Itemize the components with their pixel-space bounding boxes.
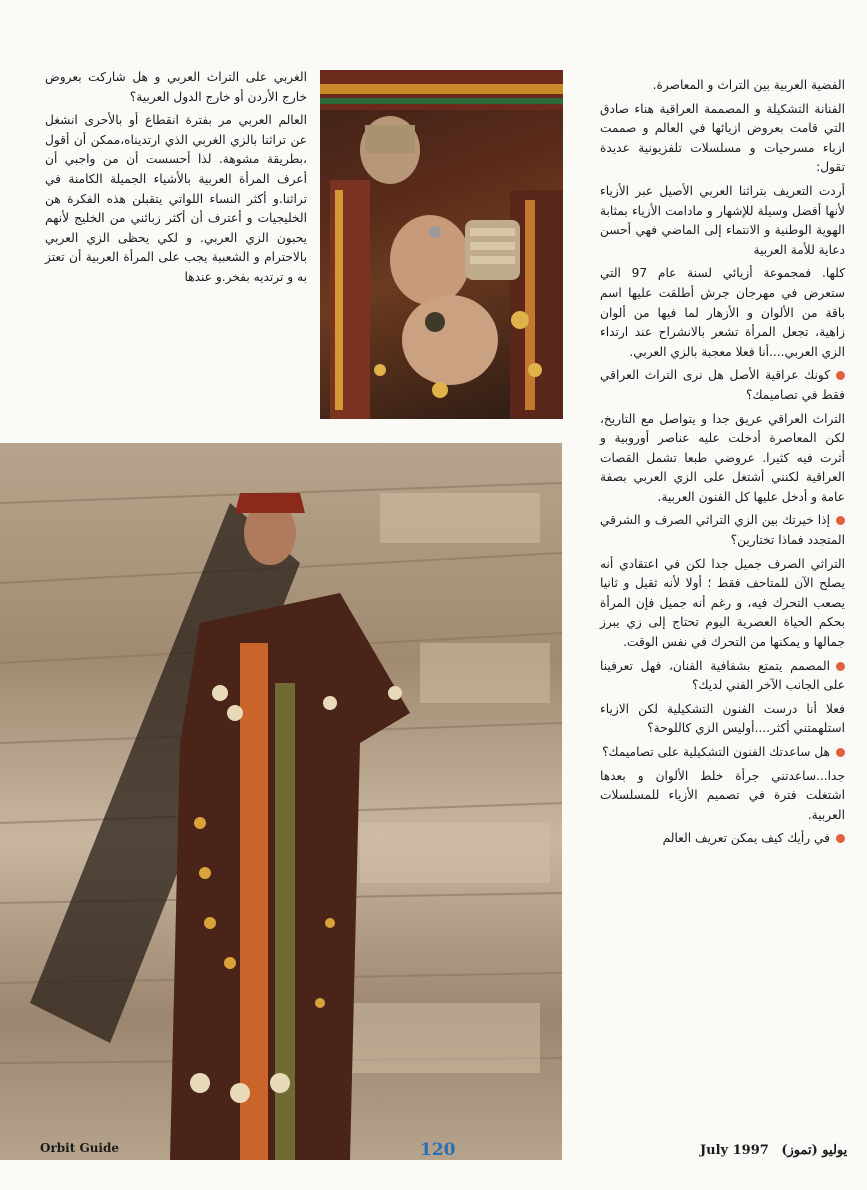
footer-date-en: July 1997 xyxy=(700,1143,769,1158)
paragraph-text: أردت التعريف بتراثنا العربي الأصيل عبر الأزياء لأنها أفضل وسيلة للإشهار و مادامت الأزياء بمثابة الهوية الوطنية و الانتماء إلى الماضي فهي أحسن دعاية للأمة العربية xyxy=(600,183,845,257)
question-paragraph xyxy=(600,511,845,550)
text-paragraph xyxy=(600,76,845,96)
footer-date-ar: يوليو (تموز) xyxy=(781,1143,848,1158)
text-paragraph xyxy=(600,410,845,508)
bullet-icon xyxy=(836,834,845,843)
text-paragraph xyxy=(600,700,845,739)
text-paragraph xyxy=(600,100,845,178)
question-paragraph xyxy=(600,657,845,696)
paragraph-text: الفنانة التشكيلة و المصممة العراقية هناء صادق التي قامت بعروض ازيائها في العالم و صممت ازياء مسرحيات و مسلسلات تلفزيونية عديدة تقول: xyxy=(600,101,845,175)
paragraph-text: التراثي الصرف جميل جدا لكن في اعتقادي أنه يصلح الآن للمتاحف فقط ؛ أولا لأنه ثقيل و ثانيا يصعب التحرك فيه، و رغم أنه جميل فإن المرأة بحكم الحياة العصرية اليوم تحتاج إلى زي يبرز جمالها و يمكنها من التحرك في نفس الوقت. xyxy=(600,556,845,650)
text-paragraph xyxy=(45,68,307,107)
bullet-icon xyxy=(836,371,845,380)
photo-hands-bracelets xyxy=(320,70,563,419)
question-paragraph xyxy=(600,829,845,849)
paragraph-text: جدا...ساعدتني جرأة خلط الألوان و بعدها اشتغلت فترة في تصميم الأزياء للمسلسلات العربية. xyxy=(600,768,845,822)
paragraph-text: الغربي على التراث العربي و هل شاركت بعروض خارج الأردن أو خارج الدول العربية؟ xyxy=(45,70,307,104)
paragraph-text: كونك عراقية الأصل هل نرى التراث العراقي فقط في تصاميمك؟ xyxy=(600,368,845,402)
paragraph-text: المصمم يتمتع بشفافية الفنان، فهل تعرفينا على الجانب الآخر الفني لديك؟ xyxy=(600,658,845,693)
hands-illustration xyxy=(320,70,563,419)
photo-model-on-steps xyxy=(0,443,562,1160)
question-paragraph xyxy=(600,366,845,405)
right-text-column xyxy=(600,76,845,853)
paragraph-text: في رأيك كيف يمكن تعريف العالم xyxy=(662,831,830,846)
text-paragraph xyxy=(600,182,845,260)
question-paragraph xyxy=(600,743,845,763)
paragraph-text: العالم العربي مر بفترة انقطاع أو بالأحرى انشغل عن تراثنا بالزي الغربي الذي ارتديناه،ممكن أن أقول ،بطريقة مشوهة. لذا أحسست أن من واجبي أن أعرف المرأة العربية بالأشياء الجميلة الكامنة في تراثنا.و أكثر النساء اللواتي يتقبلن هذه الفكرة هن الخليجيات و أعترف أن أكثر زبائني من الخليج لأنهم يحبون الزي العربي. و لكي يحظى الزي العربي بالاحترام و الشعبية يجب على المرأة العربية أن تعتز به و ترتديه بفخر.و عندها xyxy=(45,113,307,284)
footer-date xyxy=(700,1143,847,1158)
paragraph-text: كلها. فمجموعة أزيائي لسنة عام 97 التي ستعرض في مهرجان جرش أطلقت عليها اسم باقة من الألوان و الأزهار لما فيها من ألوان زاهية، تجعل المرأة تشعر بالانشراح عند ارتداء الزي العربي....أنا فعلا معجبة بالزي العربي. xyxy=(600,266,846,359)
text-paragraph xyxy=(600,767,845,826)
paragraph-text: إذا خيرتك بين الزي التراثي الصرف و الشرقي المتجدد فماذا تختارين؟ xyxy=(600,513,845,548)
bullet-icon xyxy=(836,516,845,525)
left-text-column xyxy=(45,68,307,292)
bullet-icon xyxy=(836,748,845,757)
paragraph-text: هل ساعدتك الفنون التشكيلية على تصاميمك؟ xyxy=(602,745,830,759)
paragraph-text: التراث العراقي عريق جدا و يتواصل مع التاريخ، لكن المعاصرة أدخلت عليه عناصر أوروبية و أثرت فيه كثيرا. عروضي طبعا تشمل القصات العراقية لكنني أشتغل على الزي العربي بصفة عامة و أدخل عليها كل الفنون العربية. xyxy=(600,411,845,504)
bullet-icon xyxy=(836,662,845,671)
paragraph-text: الفضية العربية بين التراث و المعاصرة. xyxy=(652,78,845,92)
page-number: 120 xyxy=(420,1140,456,1160)
paragraph-text: فعلا أنا درست الفنون التشكيلية لكن الازياء استلهمتني أكثر....أوليس الزي كاللوحة؟ xyxy=(600,701,845,736)
footer-magazine-name: Orbit Guide xyxy=(40,1141,120,1155)
model-illustration xyxy=(0,443,562,1160)
text-paragraph xyxy=(45,111,307,287)
text-paragraph xyxy=(600,264,845,362)
text-paragraph xyxy=(600,555,845,653)
